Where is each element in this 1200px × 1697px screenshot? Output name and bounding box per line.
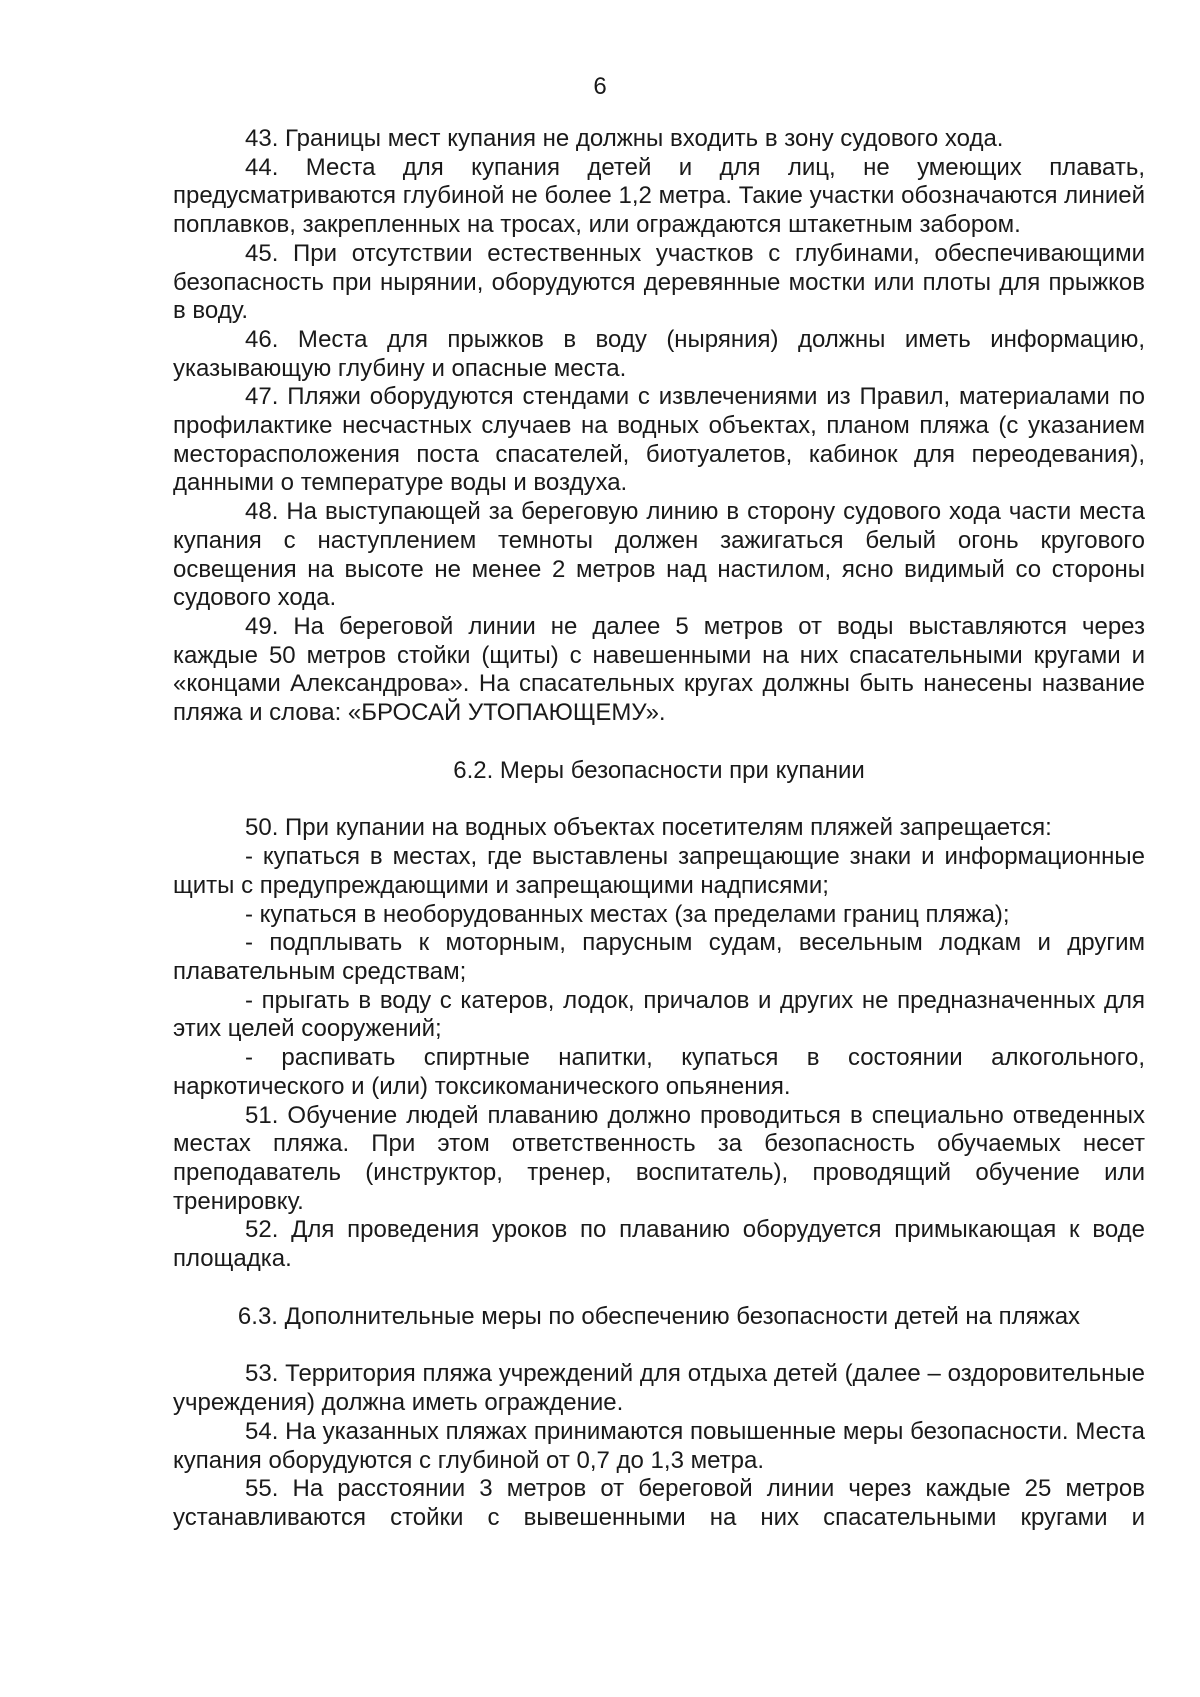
paragraph-49: 49. На береговой линии не далее 5 метров от воды выставляются через каждые 50 метров стойки (щиты) с навешенными на них спасательными кругами и «концами Александрова». На спасательных кругах должны быть нанесены название пляжа и слова: «БРОСАЙ УТОПАЮЩЕМУ».	[173, 612, 1145, 727]
paragraph-46: 46. Места для прыжков в воду (ныряния) должны иметь информацию, указывающую глубину и опасные места.	[173, 325, 1145, 382]
list-item-prohibition: - распивать спиртные напитки, купаться в состоянии алкогольного, наркотического и (или) токсикоманического опьянения.	[173, 1044, 1145, 1100]
section-heading-6-2: 6.2. Меры безопасности при купании	[453, 756, 865, 784]
list-item-prohibition: - прыгать в воду с катеров, лодок, причалов и других не предназначенных для этих целей сооружений;	[173, 986, 1145, 1043]
spacer	[173, 1274, 1145, 1303]
paragraph-51: 51. Обучение людей плаванию должно проводиться в специально отведенных местах пляжа. При этом ответственность за безопасность обучаемых несет преподаватель (инструктор, тренер, воспитатель), проводящий обучение или тренировку.	[173, 1101, 1145, 1215]
spacer	[173, 785, 1145, 814]
paragraph-50: 50. При купании на водных объектах посетителям пляжей запрещается:	[245, 814, 1052, 842]
section-heading-6-3: 6.3. Дополнительные меры по обеспечению безопасности детей на пляжах	[237, 1302, 1081, 1330]
paragraph-44: 44. Места для купания детей и для лиц, не умеющих плавать, предусматриваются глубиной не более 1,2 метра. Такие участки обозначаются линией поплавков, закрепленных на тросах, или ограждаются штакетным забором.	[173, 153, 1145, 239]
paragraph-48: 48. На выступающей за береговую линию в сторону судового хода части места купания с наступлением темноты должен зажигаться белый огонь кругового освещения на высоте не менее 2 метров над настилом, ясно видимый со стороны судового хода.	[173, 498, 1145, 612]
paragraph-52: 52. Для проведения уроков по плаванию оборудуется примыкающая к воде площадка.	[173, 1216, 1145, 1273]
spacer	[173, 1331, 1145, 1360]
page-number: 6	[593, 73, 607, 100]
paragraph-55: 55. На расстоянии 3 метров от береговой линии через каждые 25 метров устанавливаются стойки с вывешенными на них спасательными кругами и	[173, 1475, 1145, 1531]
spacer	[173, 728, 1145, 757]
paragraph-45: 45. При отсутствии естественных участков с глубинами, обеспечивающими безопасность при нырянии, оборудуются деревянные мостки или плоты для прыжков в воду.	[173, 239, 1145, 325]
list-item-prohibition: - купаться в местах, где выставлены запрещающие знаки и информационные щиты с предупреждающими и запрещающими надписями;	[173, 843, 1145, 899]
paragraph-43: 43. Границы мест купания не должны входить в зону судового хода.	[245, 125, 1004, 152]
list-item-prohibition: - купаться в необорудованных местах (за пределами границ пляжа);	[245, 900, 1010, 928]
paragraph-54: 54. На указанных пляжах принимаются повышенные меры безопасности. Места купания оборудуются с глубиной от 0,7 до 1,3 метра.	[173, 1417, 1145, 1474]
list-item-prohibition: - подплывать к моторным, парусным судам, весельным лодкам и другим плавательным средствам;	[173, 929, 1145, 985]
paragraph-47: 47. Пляжи оборудуются стендами с извлечениями из Правил, материалами по профилактике несчастных случаев на водных объектах, планом пляжа (с указанием месторасположения поста спасателей, биотуалетов, кабинок для переодевания), данными о температуре воды и воздуха.	[173, 383, 1145, 497]
document-body	[173, 125, 1145, 1533]
paragraph-53: 53. Территория пляжа учреждений для отдыха детей (далее – оздоровительные учреждения) должна иметь ограждение.	[173, 1360, 1145, 1417]
